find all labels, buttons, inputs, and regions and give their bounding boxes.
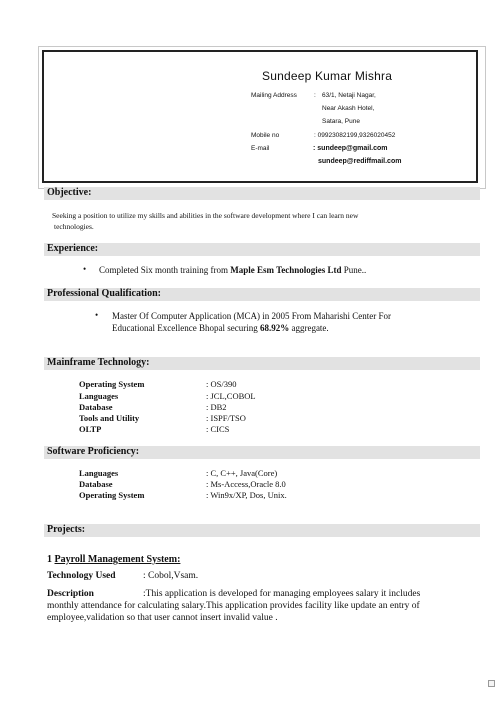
description-line-1: :This application is developed for managing employees salary it includes: [143, 589, 421, 599]
projects-bar: [44, 524, 480, 537]
qualification-line-1: Master Of Computer Application (MCA) in 2005 From Maharishi Center For: [112, 311, 391, 321]
email-label: E-mail: [251, 145, 270, 152]
mainframe-val-languages: : JCL,COBOL: [206, 391, 256, 401]
scroll-corner-icon[interactable]: [488, 680, 495, 687]
candidate-name: Sundeep Kumar Mishra: [262, 69, 393, 83]
email-value-1: : sundeep@gmail.com: [313, 145, 388, 152]
qualification-line-2: Educational Excellence Bhopal securing 68.92% aggregate.: [112, 323, 329, 333]
objective-title: Objective:: [47, 187, 92, 198]
mainframe-val-os: : OS/390: [206, 379, 237, 389]
qualification-bullet: •: [95, 310, 99, 320]
mainframe-key-database: Database: [79, 402, 113, 412]
experience-bar: [44, 243, 480, 256]
address-line-1: 63/1, Netaji Nagar,: [322, 92, 376, 99]
address-separator: :: [314, 92, 316, 99]
mobile-value: : 09923082199,9326020452: [314, 132, 396, 139]
address-line-2: Near Akash Hotel,: [322, 105, 375, 112]
experience-title: Experience:: [47, 243, 99, 254]
software-key-languages: Languages: [79, 468, 119, 478]
software-key-os: Operating System: [79, 490, 145, 500]
objective-line-1: Seeking a position to utilize my skills and abilities in the software development where I can learn new: [52, 211, 359, 220]
mainframe-val-tools: : ISPF/TSO: [206, 413, 246, 423]
address-line-3: Satara, Pune: [322, 118, 360, 125]
software-val-os: : Win9x/XP, Dos, Unix.: [206, 490, 287, 500]
objective-line-2: technologies.: [54, 222, 94, 231]
email-value-2: sundeep@rediffmail.com: [318, 158, 402, 165]
address-label: Mailing Address: [251, 92, 297, 99]
mainframe-key-oltp: OLTP: [79, 424, 102, 434]
mainframe-val-oltp: : CICS: [206, 424, 230, 434]
mainframe-key-os: Operating System: [79, 379, 145, 389]
software-val-languages: : C, C++, Java(Core): [206, 468, 278, 478]
technology-label: Technology Used: [47, 571, 116, 581]
projects-title: Projects:: [47, 524, 86, 535]
experience-item: Completed Six month training from Maple Esm Technologies Ltd Pune..: [99, 265, 367, 275]
software-key-database: Database: [79, 479, 113, 489]
mobile-label: Mobile no: [251, 132, 280, 139]
experience-bullet: •: [83, 264, 87, 274]
mainframe-key-languages: Languages: [79, 391, 119, 401]
description-line-2: monthly attendance for calculating salary.This application provides facility like update an entry of: [47, 601, 420, 611]
mainframe-title: Mainframe Technology:: [47, 357, 150, 368]
objective-bar: [44, 187, 480, 200]
software-title: Software Proficiency:: [47, 446, 140, 457]
software-val-database: : Ms-Access,Oracle 8.0: [206, 479, 286, 489]
qualification-title: Professional Qualification:: [47, 288, 161, 299]
mainframe-val-database: : DB2: [206, 402, 227, 412]
description-label: Description: [47, 589, 94, 599]
technology-value: : Cobol,Vsam.: [143, 571, 199, 581]
mainframe-key-tools: Tools and Utility: [79, 413, 140, 423]
description-line-3: employee,validation so that user cannot insert invalid value .: [47, 613, 278, 623]
project-1-heading: 1 Payroll Management System:: [47, 554, 181, 565]
header-box: [42, 50, 478, 183]
